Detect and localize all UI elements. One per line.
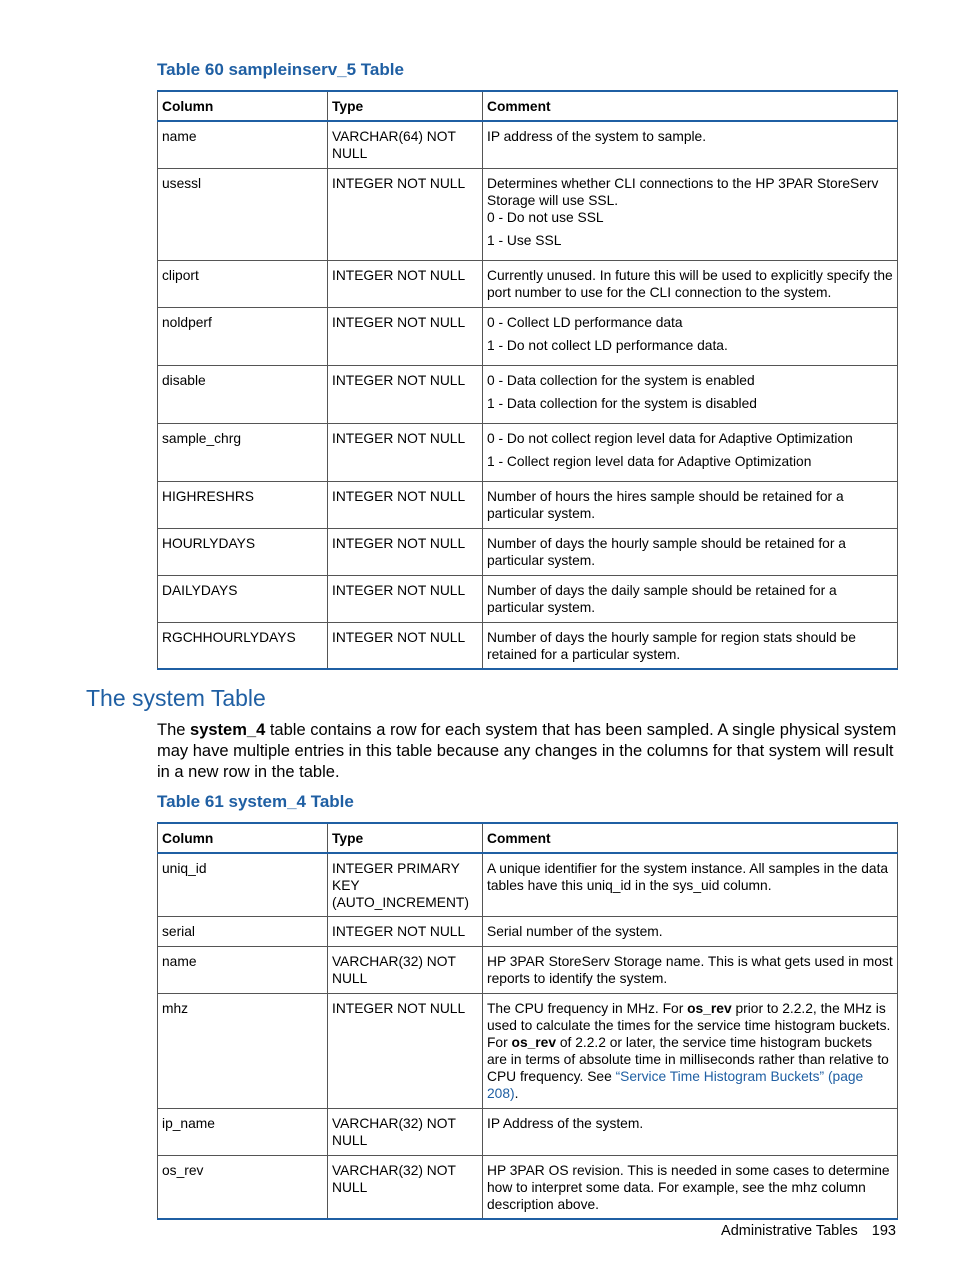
table-row (158, 853, 898, 917)
type-cell: VARCHAR(64) NOT NULL (328, 121, 483, 168)
system-table (157, 822, 898, 1220)
page-footer (721, 1223, 896, 1239)
footer-section-name: Administrative Tables (721, 1223, 858, 1239)
comment-text: . (514, 1086, 519, 1101)
comment-header: Comment (483, 91, 898, 121)
table-row (158, 917, 898, 947)
table-60-caption: Table 60 sampleinserv_5 Table (157, 60, 404, 79)
intro-text: The (157, 721, 191, 739)
column-cell: usessl (158, 168, 328, 260)
type-cell: VARCHAR(32) NOT NULL (328, 1109, 483, 1156)
comment-header: Comment (483, 823, 898, 853)
column-cell: mhz (158, 994, 328, 1109)
comment-line: Determines whether CLI connections to the HP 3PAR StoreServ Storage will use SSL. (487, 175, 879, 208)
column-cell: sample_chrg (158, 423, 328, 481)
column-cell: name (158, 947, 328, 994)
column-cell: DAILYDAYS (158, 575, 328, 622)
comment-line: 1 - Use SSL (487, 232, 562, 248)
comment-line: 0 - Do not collect region level data for Adaptive Optimization (487, 430, 853, 446)
type-cell: INTEGER NOT NULL (328, 622, 483, 669)
column-cell: name (158, 121, 328, 168)
comment-cell (483, 423, 898, 481)
comment-cell: IP Address of the system. (483, 1109, 898, 1156)
column-cell: cliport (158, 260, 328, 307)
sampleinserv-table (157, 90, 898, 670)
table-header-row (158, 823, 898, 853)
comment-cell (483, 481, 898, 528)
comment-line: Currently unused. In future this will be used to explicitly specify the port number to use for the CLI connection to the system. (487, 267, 893, 300)
comment-line: Number of days the hourly sample should be retained for a particular system. (487, 535, 846, 568)
type-cell: INTEGER NOT NULL (328, 168, 483, 260)
comment-cell (483, 575, 898, 622)
type-cell: VARCHAR(32) NOT NULL (328, 947, 483, 994)
table-row (158, 307, 898, 365)
comment-text: prior to 2.2.2, the MHz is used to calculate the times for the service time histogram buckets. For (487, 1001, 891, 1050)
type-cell: INTEGER NOT NULL (328, 481, 483, 528)
comment-line: IP address of the system to sample. (487, 129, 707, 144)
type-cell: INTEGER NOT NULL (328, 307, 483, 365)
comment-line: 1 - Collect region level data for Adaptive Optimization (487, 453, 812, 469)
intro-paragraph (157, 720, 899, 783)
os-rev-term: os_rev (511, 1035, 557, 1050)
column-cell: serial (158, 917, 328, 947)
type-cell: INTEGER NOT NULL (328, 260, 483, 307)
column-cell: HIGHRESHRS (158, 481, 328, 528)
type-cell: INTEGER NOT NULL (328, 994, 483, 1109)
comment-cell (483, 121, 898, 168)
column-cell: uniq_id (158, 853, 328, 917)
type-cell: INTEGER NOT NULL (328, 423, 483, 481)
column-header: Column (158, 823, 328, 853)
comment-cell (483, 307, 898, 365)
type-header: Type (328, 91, 483, 121)
table-header-row (158, 91, 898, 121)
column-cell: RGCHHOURLYDAYS (158, 622, 328, 669)
comment-line: 1 - Do not collect LD performance data. (487, 337, 728, 353)
comment-line: Number of hours the hires sample should be retained for a particular system. (487, 488, 844, 521)
comment-cell (483, 528, 898, 575)
comment-cell (483, 365, 898, 423)
comment-line: 0 - Data collection for the system is enabled (487, 372, 755, 388)
table-row (158, 260, 898, 307)
intro-text: table contains a row for each system that has been sampled. A single physical system may have multiple entries in this table because any changes in the columns for that system will result in a new row in the table. (157, 721, 897, 781)
column-cell: HOURLYDAYS (158, 528, 328, 575)
comment-cell: A unique identifier for the system instance. All samples in the data tables have this uniq_id in the sys_uid column. (483, 853, 898, 917)
comment-cell: HP 3PAR OS revision. This is needed in some cases to determine how to interpret some data. For example, see the mhz column description above. (483, 1156, 898, 1220)
type-cell: INTEGER NOT NULL (328, 528, 483, 575)
comment-line: Number of days the hourly sample for region stats should be retained for a particular system. (487, 629, 856, 662)
table-row (158, 994, 898, 1109)
type-cell: INTEGER NOT NULL (328, 365, 483, 423)
service-time-histogram-link[interactable]: “Service Time Histogram Buckets” (page 208) (487, 1069, 864, 1101)
comment-cell (483, 994, 898, 1109)
comment-text: of 2.2.2 or later, the service time histogram buckets are in terms of absolute time in milliseconds rather than relative to CPU frequency. See (487, 1035, 889, 1084)
column-cell: disable (158, 365, 328, 423)
os-rev-term: os_rev (687, 1001, 732, 1016)
table-row (158, 121, 898, 168)
table-row (158, 168, 898, 260)
comment-line: Number of days the daily sample should be retained for a particular system. (487, 582, 837, 615)
table-row (158, 365, 898, 423)
type-cell: INTEGER NOT NULL (328, 575, 483, 622)
table-row (158, 423, 898, 481)
column-cell: os_rev (158, 1156, 328, 1220)
comment-cell (483, 622, 898, 669)
type-cell: INTEGER NOT NULL (328, 917, 483, 947)
comment-text: The CPU frequency in MHz. For (487, 1001, 688, 1016)
table-row (158, 1156, 898, 1220)
intro-table-name: system_4 (190, 721, 266, 739)
comment-line: 0 - Collect LD performance data (487, 314, 683, 330)
comment-line: 0 - Do not use SSL (487, 209, 604, 225)
table-row (158, 1109, 898, 1156)
table-row (158, 481, 898, 528)
comment-cell: Serial number of the system. (483, 917, 898, 947)
type-header: Type (328, 823, 483, 853)
table-row (158, 622, 898, 669)
table-61-caption: Table 61 system_4 Table (157, 792, 354, 811)
column-cell: noldperf (158, 307, 328, 365)
column-header: Column (158, 91, 328, 121)
comment-cell (483, 168, 898, 260)
table-row (158, 528, 898, 575)
section-heading: The system Table (86, 685, 266, 711)
comment-cell: HP 3PAR StoreServ Storage name. This is what gets used in most reports to identify the system. (483, 947, 898, 994)
table-row (158, 947, 898, 994)
type-cell: INTEGER PRIMARY KEY (AUTO_INCREMENT) (328, 853, 483, 917)
comment-line: 1 - Data collection for the system is disabled (487, 395, 757, 411)
comment-cell (483, 260, 898, 307)
table-row (158, 575, 898, 622)
page-number: 193 (871, 1223, 896, 1239)
column-cell: ip_name (158, 1109, 328, 1156)
type-cell: VARCHAR(32) NOT NULL (328, 1156, 483, 1220)
